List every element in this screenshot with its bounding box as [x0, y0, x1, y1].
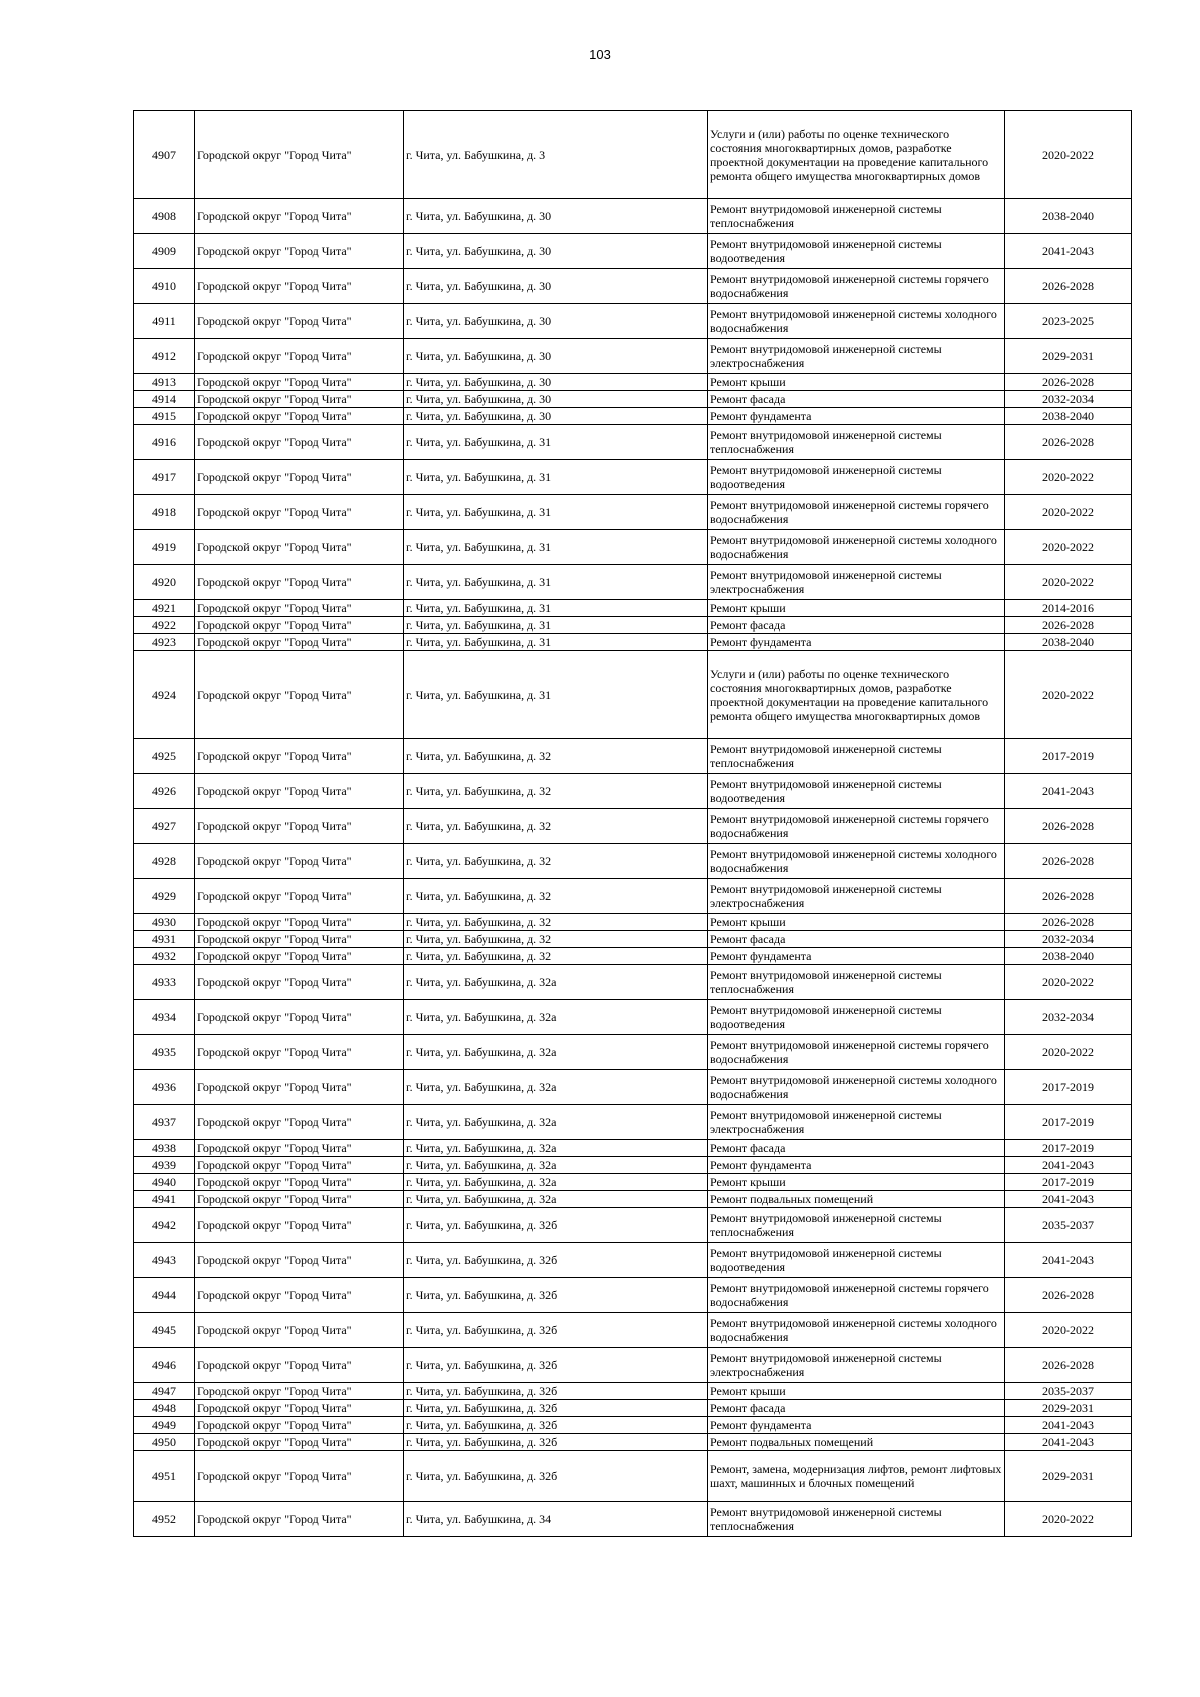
address-cell: г. Чита, ул. Бабушкина, д. 32а [404, 1157, 708, 1174]
period-cell: 2038-2040 [1005, 948, 1132, 965]
address-cell: г. Чита, ул. Бабушкина, д. 32 [404, 844, 708, 879]
period-cell: 2041-2043 [1005, 774, 1132, 809]
municipality-cell: Городской округ "Город Чита" [195, 1383, 404, 1400]
address-cell: г. Чита, ул. Бабушкина, д. 34 [404, 1502, 708, 1537]
address-cell: г. Чита, ул. Бабушкина, д. 32 [404, 931, 708, 948]
period-cell: 2026-2028 [1005, 269, 1132, 304]
address-cell: г. Чита, ул. Бабушкина, д. 32б [404, 1208, 708, 1243]
address-cell: г. Чита, ул. Бабушкина, д. 32б [404, 1313, 708, 1348]
address-cell: г. Чита, ул. Бабушкина, д. 30 [404, 199, 708, 234]
municipality-cell: Городской округ "Город Чита" [195, 844, 404, 879]
period-cell: 2026-2028 [1005, 914, 1132, 931]
page-number: 103 [589, 47, 611, 62]
row-number: 4933 [134, 965, 195, 1000]
table-row [134, 1348, 1132, 1383]
period-cell: 2041-2043 [1005, 234, 1132, 269]
table-row [134, 1140, 1132, 1157]
row-number: 4941 [134, 1191, 195, 1208]
row-number: 4943 [134, 1243, 195, 1278]
address-cell: г. Чита, ул. Бабушкина, д. 32а [404, 1174, 708, 1191]
work-type-cell: Ремонт внутридомовой инженерной системы горячего водоснабжения [708, 1035, 1005, 1070]
address-cell: г. Чита, ул. Бабушкина, д. 31 [404, 600, 708, 617]
address-cell: г. Чита, ул. Бабушкина, д. 30 [404, 339, 708, 374]
municipality-cell: Городской округ "Город Чита" [195, 1208, 404, 1243]
row-number: 4946 [134, 1348, 195, 1383]
row-number: 4921 [134, 600, 195, 617]
address-cell: г. Чита, ул. Бабушкина, д. 32б [404, 1348, 708, 1383]
work-type-cell: Ремонт фасада [708, 931, 1005, 948]
table-row [134, 425, 1132, 460]
period-cell: 2041-2043 [1005, 1243, 1132, 1278]
address-cell: г. Чита, ул. Бабушкина, д. 32б [404, 1243, 708, 1278]
table-row [134, 269, 1132, 304]
period-cell: 2017-2019 [1005, 739, 1132, 774]
period-cell: 2032-2034 [1005, 931, 1132, 948]
address-cell: г. Чита, ул. Бабушкина, д. 30 [404, 391, 708, 408]
period-cell: 2020-2022 [1005, 530, 1132, 565]
address-cell: г. Чита, ул. Бабушкина, д. 30 [404, 408, 708, 425]
row-number: 4934 [134, 1000, 195, 1035]
table-row [134, 495, 1132, 530]
address-cell: г. Чита, ул. Бабушкина, д. 31 [404, 617, 708, 634]
municipality-cell: Городской округ "Город Чита" [195, 234, 404, 269]
municipality-cell: Городской округ "Город Чита" [195, 1174, 404, 1191]
row-number: 4916 [134, 425, 195, 460]
address-cell: г. Чита, ул. Бабушкина, д. 32б [404, 1434, 708, 1451]
row-number: 4923 [134, 634, 195, 651]
period-cell: 2020-2022 [1005, 1035, 1132, 1070]
table-row [134, 931, 1132, 948]
row-number: 4922 [134, 617, 195, 634]
work-type-cell: Ремонт внутридомовой инженерной системы электроснабжения [708, 339, 1005, 374]
municipality-cell: Городской округ "Город Чита" [195, 565, 404, 600]
table-row [134, 1157, 1132, 1174]
period-cell: 2017-2019 [1005, 1070, 1132, 1105]
period-cell: 2032-2034 [1005, 391, 1132, 408]
work-type-cell: Ремонт внутридомовой инженерной системы горячего водоснабжения [708, 495, 1005, 530]
address-cell: г. Чита, ул. Бабушкина, д. 30 [404, 374, 708, 391]
work-type-cell: Ремонт внутридомовой инженерной системы водоотведения [708, 1243, 1005, 1278]
address-cell: г. Чита, ул. Бабушкина, д. 32а [404, 965, 708, 1000]
period-cell: 2029-2031 [1005, 1400, 1132, 1417]
period-cell: 2026-2028 [1005, 809, 1132, 844]
row-number: 4930 [134, 914, 195, 931]
municipality-cell: Городской округ "Город Чита" [195, 931, 404, 948]
municipality-cell: Городской округ "Город Чита" [195, 965, 404, 1000]
row-number: 4938 [134, 1140, 195, 1157]
period-cell: 2020-2022 [1005, 651, 1132, 739]
table-row [134, 1105, 1132, 1140]
period-cell: 2038-2040 [1005, 634, 1132, 651]
municipality-cell: Городской округ "Город Чита" [195, 495, 404, 530]
address-cell: г. Чита, ул. Бабушкина, д. 31 [404, 634, 708, 651]
table-row [134, 234, 1132, 269]
address-cell: г. Чита, ул. Бабушкина, д. 31 [404, 460, 708, 495]
work-type-cell: Ремонт фасада [708, 1140, 1005, 1157]
address-cell: г. Чита, ул. Бабушкина, д. 32а [404, 1140, 708, 1157]
municipality-cell: Городской округ "Город Чита" [195, 1140, 404, 1157]
address-cell: г. Чита, ул. Бабушкина, д. 32а [404, 1000, 708, 1035]
table-row [134, 1035, 1132, 1070]
work-type-cell: Ремонт подвальных помещений [708, 1434, 1005, 1451]
table-row [134, 565, 1132, 600]
table-row [134, 199, 1132, 234]
municipality-cell: Городской округ "Город Чита" [195, 1451, 404, 1502]
table-row [134, 617, 1132, 634]
table-row [134, 111, 1132, 199]
address-cell: г. Чита, ул. Бабушкина, д. 32 [404, 809, 708, 844]
period-cell: 2020-2022 [1005, 1502, 1132, 1537]
work-type-cell: Ремонт внутридомовой инженерной системы холодного водоснабжения [708, 1313, 1005, 1348]
table-row [134, 948, 1132, 965]
row-number: 4912 [134, 339, 195, 374]
period-cell: 2041-2043 [1005, 1157, 1132, 1174]
work-type-cell: Ремонт внутридомовой инженерной системы электроснабжения [708, 1105, 1005, 1140]
table-row [134, 530, 1132, 565]
address-cell: г. Чита, ул. Бабушкина, д. 31 [404, 651, 708, 739]
municipality-cell: Городской округ "Город Чита" [195, 1035, 404, 1070]
municipality-cell: Городской округ "Город Чита" [195, 199, 404, 234]
municipality-cell: Городской округ "Город Чита" [195, 600, 404, 617]
row-number: 4908 [134, 199, 195, 234]
period-cell: 2026-2028 [1005, 1348, 1132, 1383]
period-cell: 2038-2040 [1005, 199, 1132, 234]
row-number: 4944 [134, 1278, 195, 1313]
municipality-cell: Городской округ "Город Чита" [195, 1348, 404, 1383]
table-row [134, 739, 1132, 774]
table-row [134, 651, 1132, 739]
row-number: 4948 [134, 1400, 195, 1417]
work-type-cell: Ремонт фундамента [708, 948, 1005, 965]
municipality-cell: Городской округ "Город Чита" [195, 1417, 404, 1434]
row-number: 4926 [134, 774, 195, 809]
work-type-cell: Ремонт внутридомовой инженерной системы горячего водоснабжения [708, 809, 1005, 844]
table-row [134, 1383, 1132, 1400]
municipality-cell: Городской округ "Город Чита" [195, 739, 404, 774]
period-cell: 2020-2022 [1005, 565, 1132, 600]
period-cell: 2020-2022 [1005, 1313, 1132, 1348]
work-type-cell: Ремонт крыши [708, 914, 1005, 931]
row-number: 4949 [134, 1417, 195, 1434]
period-cell: 2026-2028 [1005, 374, 1132, 391]
period-cell: 2035-2037 [1005, 1208, 1132, 1243]
municipality-cell: Городской округ "Город Чита" [195, 339, 404, 374]
address-cell: г. Чита, ул. Бабушкина, д. 32 [404, 879, 708, 914]
row-number: 4918 [134, 495, 195, 530]
table-row [134, 844, 1132, 879]
period-cell: 2017-2019 [1005, 1105, 1132, 1140]
municipality-cell: Городской округ "Город Чита" [195, 1243, 404, 1278]
period-cell: 2026-2028 [1005, 1278, 1132, 1313]
address-cell: г. Чита, ул. Бабушкина, д. 32б [404, 1417, 708, 1434]
municipality-cell: Городской округ "Город Чита" [195, 1070, 404, 1105]
address-cell: г. Чита, ул. Бабушкина, д. 32 [404, 774, 708, 809]
table-row [134, 1400, 1132, 1417]
work-type-cell: Ремонт внутридомовой инженерной системы холодного водоснабжения [708, 530, 1005, 565]
address-cell: г. Чита, ул. Бабушкина, д. 3 [404, 111, 708, 199]
work-type-cell: Ремонт внутридомовой инженерной системы водоотведения [708, 460, 1005, 495]
table-row [134, 1243, 1132, 1278]
table-row [134, 1278, 1132, 1313]
address-cell: г. Чита, ул. Бабушкина, д. 30 [404, 304, 708, 339]
work-type-cell: Ремонт внутридомовой инженерной системы электроснабжения [708, 565, 1005, 600]
row-number: 4937 [134, 1105, 195, 1140]
municipality-cell: Городской округ "Город Чита" [195, 1502, 404, 1537]
work-type-cell: Ремонт фасада [708, 391, 1005, 408]
work-type-cell: Ремонт внутридомовой инженерной системы горячего водоснабжения [708, 269, 1005, 304]
table-row [134, 391, 1132, 408]
period-cell: 2035-2037 [1005, 1383, 1132, 1400]
period-cell: 2020-2022 [1005, 965, 1132, 1000]
row-number: 4911 [134, 304, 195, 339]
work-type-cell: Ремонт фундамента [708, 1157, 1005, 1174]
municipality-cell: Городской округ "Город Чита" [195, 774, 404, 809]
work-type-cell: Ремонт крыши [708, 600, 1005, 617]
period-cell: 2032-2034 [1005, 1000, 1132, 1035]
row-number: 4915 [134, 408, 195, 425]
work-type-cell: Ремонт внутридомовой инженерной системы электроснабжения [708, 1348, 1005, 1383]
period-cell: 2029-2031 [1005, 1451, 1132, 1502]
address-cell: г. Чита, ул. Бабушкина, д. 32а [404, 1191, 708, 1208]
work-type-cell: Ремонт внутридомовой инженерной системы горячего водоснабжения [708, 1278, 1005, 1313]
table-row [134, 1208, 1132, 1243]
table-row [134, 1070, 1132, 1105]
table-row [134, 879, 1132, 914]
period-cell: 2023-2025 [1005, 304, 1132, 339]
row-number: 4925 [134, 739, 195, 774]
row-number: 4909 [134, 234, 195, 269]
address-cell: г. Чита, ул. Бабушкина, д. 31 [404, 425, 708, 460]
period-cell: 2020-2022 [1005, 495, 1132, 530]
row-number: 4952 [134, 1502, 195, 1537]
table-row [134, 1502, 1132, 1537]
row-number: 4927 [134, 809, 195, 844]
address-cell: г. Чита, ул. Бабушкина, д. 32 [404, 948, 708, 965]
address-cell: г. Чита, ул. Бабушкина, д. 32б [404, 1383, 708, 1400]
municipality-cell: Городской округ "Город Чита" [195, 879, 404, 914]
row-number: 4910 [134, 269, 195, 304]
row-number: 4947 [134, 1383, 195, 1400]
work-type-cell: Ремонт фасада [708, 1400, 1005, 1417]
municipality-cell: Городской округ "Город Чита" [195, 1105, 404, 1140]
address-cell: г. Чита, ул. Бабушкина, д. 32б [404, 1400, 708, 1417]
row-number: 4942 [134, 1208, 195, 1243]
municipality-cell: Городской округ "Город Чита" [195, 1000, 404, 1035]
municipality-cell: Городской округ "Город Чита" [195, 460, 404, 495]
table-row [134, 809, 1132, 844]
table-row [134, 1174, 1132, 1191]
municipality-cell: Городской округ "Город Чита" [195, 304, 404, 339]
row-number: 4932 [134, 948, 195, 965]
table-row [134, 1313, 1132, 1348]
address-cell: г. Чита, ул. Бабушкина, д. 32а [404, 1105, 708, 1140]
municipality-cell: Городской округ "Город Чита" [195, 809, 404, 844]
work-type-cell: Услуги и (или) работы по оценке технического состояния многоквартирных домов, разработке проектной документации на проведение капитального ремонта общего имущества многоквартирных домов [708, 651, 1005, 739]
period-cell: 2029-2031 [1005, 339, 1132, 374]
municipality-cell: Городской округ "Город Чита" [195, 914, 404, 931]
row-number: 4919 [134, 530, 195, 565]
municipality-cell: Городской округ "Город Чита" [195, 948, 404, 965]
table-row [134, 374, 1132, 391]
table-row [134, 774, 1132, 809]
municipality-cell: Городской округ "Город Чита" [195, 111, 404, 199]
row-number: 4913 [134, 374, 195, 391]
period-cell: 2041-2043 [1005, 1191, 1132, 1208]
period-cell: 2038-2040 [1005, 408, 1132, 425]
work-type-cell: Ремонт внутридомовой инженерной системы холодного водоснабжения [708, 1070, 1005, 1105]
period-cell: 2041-2043 [1005, 1417, 1132, 1434]
work-type-cell: Ремонт внутридомовой инженерной системы теплоснабжения [708, 1502, 1005, 1537]
table-row [134, 1451, 1132, 1502]
period-cell: 2014-2016 [1005, 600, 1132, 617]
municipality-cell: Городской округ "Город Чита" [195, 1400, 404, 1417]
work-type-cell: Ремонт внутридомовой инженерной системы водоотведения [708, 234, 1005, 269]
work-type-cell: Ремонт фундамента [708, 408, 1005, 425]
row-number: 4940 [134, 1174, 195, 1191]
row-number: 4928 [134, 844, 195, 879]
table-row [134, 408, 1132, 425]
table-row [134, 460, 1132, 495]
row-number: 4920 [134, 565, 195, 600]
table-row [134, 1000, 1132, 1035]
period-cell: 2026-2028 [1005, 879, 1132, 914]
work-type-cell: Ремонт внутридомовой инженерной системы электроснабжения [708, 879, 1005, 914]
municipality-cell: Городской округ "Город Чита" [195, 269, 404, 304]
work-type-cell: Ремонт крыши [708, 374, 1005, 391]
address-cell: г. Чита, ул. Бабушкина, д. 32 [404, 739, 708, 774]
work-type-cell: Ремонт внутридомовой инженерной системы теплоснабжения [708, 425, 1005, 460]
address-cell: г. Чита, ул. Бабушкина, д. 32 [404, 914, 708, 931]
work-type-cell: Услуги и (или) работы по оценке технического состояния многоквартирных домов, разработке проектной документации на проведение капитального ремонта общего имущества многоквартирных домов [708, 111, 1005, 199]
table-body [134, 111, 1132, 1537]
row-number: 4907 [134, 111, 195, 199]
table-row [134, 634, 1132, 651]
address-cell: г. Чита, ул. Бабушкина, д. 32а [404, 1070, 708, 1105]
table-row [134, 1434, 1132, 1451]
row-number: 4914 [134, 391, 195, 408]
work-type-cell: Ремонт внутридомовой инженерной системы водоотведения [708, 1000, 1005, 1035]
table-row [134, 1191, 1132, 1208]
municipality-cell: Городской округ "Город Чита" [195, 530, 404, 565]
work-type-cell: Ремонт внутридомовой инженерной системы теплоснабжения [708, 965, 1005, 1000]
work-type-cell: Ремонт крыши [708, 1383, 1005, 1400]
work-type-cell: Ремонт внутридомовой инженерной системы теплоснабжения [708, 199, 1005, 234]
municipality-cell: Городской округ "Город Чита" [195, 374, 404, 391]
work-type-cell: Ремонт внутридомовой инженерной системы теплоснабжения [708, 1208, 1005, 1243]
table-row [134, 965, 1132, 1000]
municipality-cell: Городской округ "Город Чита" [195, 617, 404, 634]
row-number: 4917 [134, 460, 195, 495]
work-type-cell: Ремонт фундамента [708, 1417, 1005, 1434]
municipality-cell: Городской округ "Город Чита" [195, 1191, 404, 1208]
municipality-cell: Городской округ "Город Чита" [195, 1157, 404, 1174]
municipality-cell: Городской округ "Город Чита" [195, 1278, 404, 1313]
row-number: 4951 [134, 1451, 195, 1502]
table-row [134, 304, 1132, 339]
municipality-cell: Городской округ "Город Чита" [195, 408, 404, 425]
work-type-cell: Ремонт внутридомовой инженерной системы водоотведения [708, 774, 1005, 809]
period-cell: 2020-2022 [1005, 111, 1132, 199]
municipality-cell: Городской округ "Город Чита" [195, 634, 404, 651]
period-cell: 2026-2028 [1005, 617, 1132, 634]
period-cell: 2020-2022 [1005, 460, 1132, 495]
address-cell: г. Чита, ул. Бабушкина, д. 31 [404, 530, 708, 565]
row-number: 4935 [134, 1035, 195, 1070]
work-type-cell: Ремонт фундамента [708, 634, 1005, 651]
municipality-cell: Городской округ "Город Чита" [195, 391, 404, 408]
work-type-cell: Ремонт фасада [708, 617, 1005, 634]
period-cell: 2041-2043 [1005, 1434, 1132, 1451]
address-cell: г. Чита, ул. Бабушкина, д. 32а [404, 1035, 708, 1070]
row-number: 4924 [134, 651, 195, 739]
capital-repair-table [133, 110, 1132, 1537]
municipality-cell: Городской округ "Город Чита" [195, 1434, 404, 1451]
table-row [134, 600, 1132, 617]
address-cell: г. Чита, ул. Бабушкина, д. 31 [404, 565, 708, 600]
period-cell: 2026-2028 [1005, 425, 1132, 460]
table-row [134, 1417, 1132, 1434]
address-cell: г. Чита, ул. Бабушкина, д. 30 [404, 234, 708, 269]
table-row [134, 339, 1132, 374]
table-row [134, 914, 1132, 931]
address-cell: г. Чита, ул. Бабушкина, д. 32б [404, 1278, 708, 1313]
period-cell: 2017-2019 [1005, 1174, 1132, 1191]
address-cell: г. Чита, ул. Бабушкина, д. 30 [404, 269, 708, 304]
work-type-cell: Ремонт внутридомовой инженерной системы холодного водоснабжения [708, 304, 1005, 339]
work-type-cell: Ремонт, замена, модернизация лифтов, ремонт лифтовых шахт, машинных и блочных помещений [708, 1451, 1005, 1502]
row-number: 4950 [134, 1434, 195, 1451]
municipality-cell: Городской округ "Город Чита" [195, 425, 404, 460]
work-type-cell: Ремонт подвальных помещений [708, 1191, 1005, 1208]
period-cell: 2017-2019 [1005, 1140, 1132, 1157]
address-cell: г. Чита, ул. Бабушкина, д. 32б [404, 1451, 708, 1502]
row-number: 4945 [134, 1313, 195, 1348]
address-cell: г. Чита, ул. Бабушкина, д. 31 [404, 495, 708, 530]
row-number: 4936 [134, 1070, 195, 1105]
row-number: 4939 [134, 1157, 195, 1174]
work-type-cell: Ремонт внутридомовой инженерной системы теплоснабжения [708, 739, 1005, 774]
municipality-cell: Городской округ "Город Чита" [195, 1313, 404, 1348]
period-cell: 2026-2028 [1005, 844, 1132, 879]
row-number: 4931 [134, 931, 195, 948]
row-number: 4929 [134, 879, 195, 914]
municipality-cell: Городской округ "Город Чита" [195, 651, 404, 739]
work-type-cell: Ремонт крыши [708, 1174, 1005, 1191]
work-type-cell: Ремонт внутридомовой инженерной системы холодного водоснабжения [708, 844, 1005, 879]
